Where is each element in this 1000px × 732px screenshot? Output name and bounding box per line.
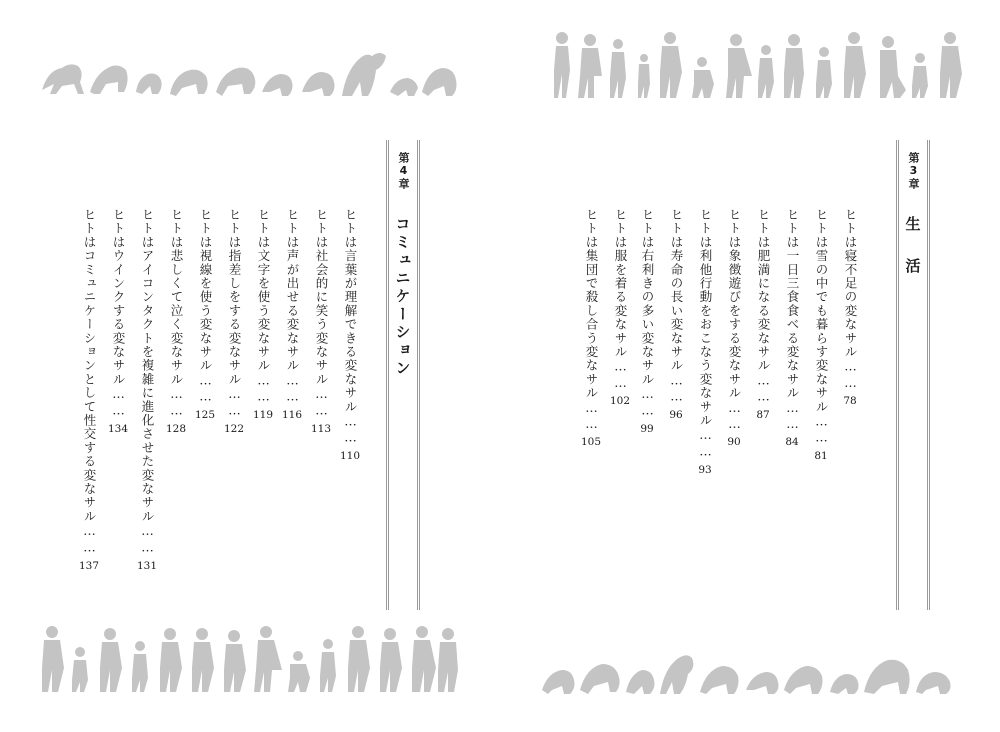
toc-entry-leader: …… <box>727 399 742 433</box>
chapter-3-heading <box>899 152 927 279</box>
toc-entry-title: ヒトは利他行動をおこなう変なサル <box>698 208 713 428</box>
toc-entry-leader: …… <box>82 523 98 556</box>
toc-entry-leader: …… <box>785 399 800 433</box>
toc-entry[interactable] <box>311 208 331 437</box>
toc-entry-title: ヒトは雪の中でも暮らす変なサル <box>814 208 829 414</box>
toc-entry-title: ヒトは社会的に笑う変なサル <box>314 208 330 387</box>
toc-entry-title: ヒトは寝不足の変なサル <box>843 208 858 359</box>
toc-entry-leader: …… <box>169 386 185 419</box>
toc-entry-page: 78 <box>843 395 857 408</box>
monkey-silhouettes-icon <box>540 640 960 696</box>
toc-entry-page: 119 <box>253 408 274 421</box>
toc-entry[interactable] <box>195 208 215 423</box>
toc-entry-page: 99 <box>640 422 654 435</box>
chapter-3-number: 第3章 <box>907 152 920 190</box>
toc-entry-title: ヒトはウインクする変なサル <box>111 208 127 387</box>
toc-entry-title: ヒトは指差しをする変なサル <box>227 208 243 387</box>
monkey-silhouette-band-bottom-right <box>540 640 960 696</box>
toc-entry-page: 81 <box>814 449 828 462</box>
toc-entry-leader: …… <box>756 372 771 405</box>
toc-entry-title: ヒトは視線を使う変なサル <box>198 208 214 373</box>
toc-entry[interactable] <box>253 208 273 423</box>
chapter-4-heading <box>389 152 417 378</box>
toc-entry[interactable] <box>137 208 157 574</box>
toc-entry[interactable] <box>697 208 713 478</box>
human-silhouette-band-bottom-left <box>40 622 460 694</box>
monkey-silhouette-band-top-left <box>40 42 460 98</box>
chapter-4-heading-box <box>386 140 420 610</box>
toc-entry-leader: …… <box>198 372 214 405</box>
toc-entry[interactable] <box>340 208 360 464</box>
toc-entry-leader: …… <box>111 386 127 419</box>
toc-entry-page: 128 <box>166 422 187 435</box>
toc-entry-leader: …… <box>669 372 684 405</box>
toc-entry-page: 131 <box>137 559 158 572</box>
toc-entry-title: ヒトは声が出せる変なサル <box>285 208 301 373</box>
toc-entry[interactable] <box>755 208 771 423</box>
chapter-4-title: コミュニケーション <box>393 216 412 378</box>
toc-entry[interactable] <box>581 208 601 450</box>
left-page-toc <box>70 140 430 610</box>
toc-entry-title: ヒトは集団で殺し合う変なサル <box>584 208 600 400</box>
toc-entry[interactable] <box>610 208 630 409</box>
toc-entry-page: 122 <box>224 422 245 435</box>
toc-entry-page: 93 <box>698 463 712 476</box>
toc-entry[interactable] <box>282 208 302 423</box>
toc-entry-leader: …… <box>584 399 600 433</box>
human-silhouettes-icon <box>40 622 460 694</box>
toc-entry[interactable] <box>784 208 800 450</box>
chapter-3-title: 生 活 <box>903 216 922 279</box>
toc-entry-page: 110 <box>340 449 361 462</box>
toc-entry-leader: …… <box>698 427 713 460</box>
toc-entry-page: 116 <box>282 408 303 421</box>
toc-entry[interactable] <box>726 208 742 450</box>
chapter-3-heading-box <box>896 140 930 610</box>
toc-entry-page: 84 <box>785 436 799 449</box>
human-silhouette-band-top-right <box>548 28 968 100</box>
toc-entry[interactable] <box>813 208 829 464</box>
toc-entry-leader: …… <box>227 386 243 419</box>
toc-entry-leader: …… <box>343 413 359 446</box>
chapter-4-number: 第4章 <box>397 152 410 190</box>
toc-entry-page: 102 <box>610 395 631 408</box>
toc-entry[interactable] <box>639 208 655 437</box>
toc-entry[interactable] <box>79 208 99 574</box>
toc-entry-page: 125 <box>195 408 216 421</box>
toc-entry-leader: …… <box>814 413 829 446</box>
toc-entry-title: ヒトはアイコンタクトを複雑に進化させた変なサル <box>140 208 156 524</box>
toc-entry-title: ヒトは象徴遊びをする変なサル <box>727 208 742 400</box>
toc-entry-title: ヒトは悲しくて泣く変なサル <box>169 208 185 387</box>
toc-entry-leader: …… <box>140 523 156 556</box>
toc-entry-leader: …… <box>314 386 330 419</box>
toc-entry[interactable] <box>842 208 858 409</box>
toc-entry-title: ヒトは肥満になる変なサル <box>756 208 771 373</box>
toc-entry-page: 87 <box>756 408 770 421</box>
toc-entry-page: 113 <box>311 422 332 435</box>
toc-entry-title: ヒトは右利きの多い変なサル <box>640 208 655 387</box>
toc-entry[interactable] <box>166 208 186 437</box>
human-silhouettes-icon <box>548 28 968 100</box>
toc-entry-title: ヒトはコミュニケーションとして性交する変なサル <box>82 208 98 524</box>
toc-entry-leader: …… <box>640 386 655 419</box>
toc-entry-title: ヒトは寿命の長い変なサル <box>669 208 684 373</box>
right-page-toc <box>580 140 940 610</box>
toc-entry-title: ヒトは一日三食食べる変なサル <box>785 208 800 400</box>
toc-entry-page: 90 <box>727 436 741 449</box>
toc-entry-page: 137 <box>79 559 100 572</box>
toc-entry-page: 105 <box>581 436 602 449</box>
toc-entry[interactable] <box>224 208 244 437</box>
toc-entry[interactable] <box>668 208 684 423</box>
toc-entry-page: 134 <box>108 422 129 435</box>
toc-entry-title: ヒトは言葉が理解できる変なサル <box>343 208 359 414</box>
monkey-silhouettes-icon <box>40 42 460 98</box>
toc-entry-leader: …… <box>613 358 629 392</box>
toc-entry-page: 96 <box>669 408 683 421</box>
toc-entry-title: ヒトは文字を使う変なサル <box>256 208 272 373</box>
toc-entry[interactable] <box>108 208 128 437</box>
toc-entry-title: ヒトは服を着る変なサル <box>613 208 629 359</box>
toc-entry-leader: …… <box>256 372 272 405</box>
toc-entry-leader: …… <box>285 372 301 405</box>
toc-entry-leader: …… <box>843 358 858 392</box>
